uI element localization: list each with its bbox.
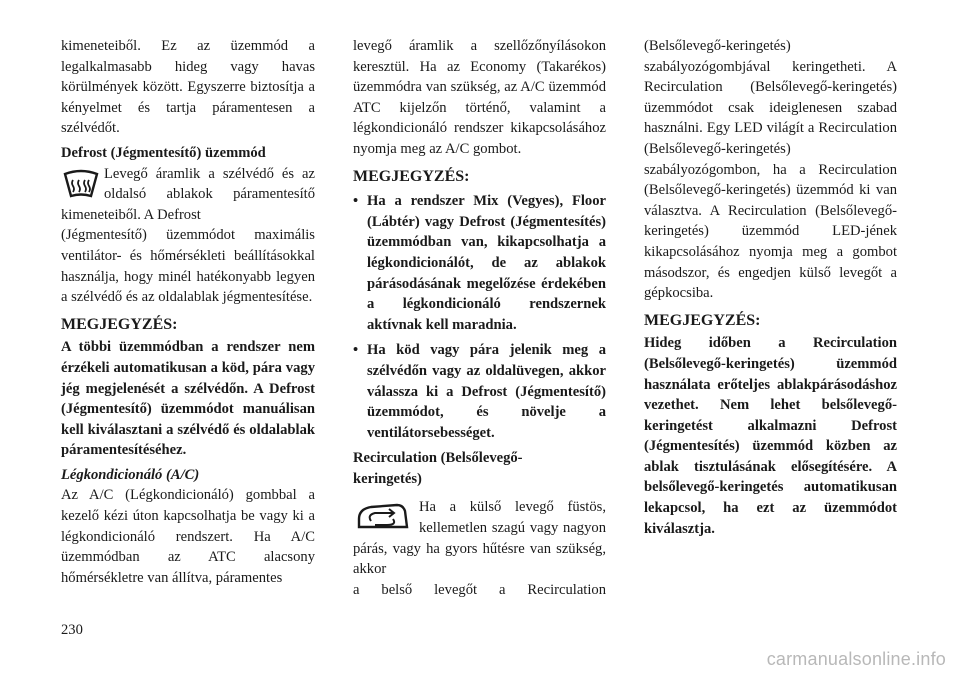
watermark: carmanualsonline.info: [766, 649, 946, 669]
defrost-icon: [61, 164, 101, 204]
defrost-body: (Jégmentesítő) üzemmódot maximális ventilátor- és hőmérsékleti beállításokkal használja, hogy minél hatékonyabb legyen a szélvédő és az oldalablak jégmentesítése.: [61, 227, 315, 306]
column-middle: [353, 36, 606, 600]
note-bullet-list: [353, 191, 606, 443]
note-heading: MEGJEGYZÉS:: [353, 167, 470, 185]
defrost-icon-paragraph: [61, 164, 315, 226]
column-right: [644, 36, 897, 539]
ac-heading: Légkondicionáló (A/C): [61, 466, 200, 483]
recirculation-icon-text: Ha a külső levegő füstös, kellemetlen szagú vagy nagyon párás, vagy ha gyors hűtésre van szükség, akkor: [353, 499, 606, 578]
column-left: [61, 36, 315, 588]
page-number: 230: [61, 622, 83, 638]
defrost-icon-text: Levegő áramlik a szélvédő és az oldalsó ablakok páramentesítő kimeneteiből. A Defrost: [61, 165, 315, 223]
list-item: • Ha a rendszer Mix (Vegyes), Floor (Lábtér) vagy Defrost (Jégmentesítés) üzemmódban van, kikapcsolhatja a légkondicionálót, de az ablakok párásodásának megelőzése érdekében a légkondicionáló rendszernek aktívnak kell maradnia.: [353, 191, 606, 335]
intro-paragraph: levegő áramlik a szellőzőnyílásokon keresztül. Ha az Economy (Takarékos) üzemmódra van szükség, az A/C üzemmód ATC kijelzőn történő, valamint a légkondicionáló rendszer kikapcsolásához nyomja meg az A/C gombot.: [353, 38, 606, 157]
note-body: A többi üzemmódban a rendszer nem érzékeli automatikusan a köd, pára vagy jég megjelenését a szélvédőn. A Defrost (Jégmentesítő) üzemmódot manuálisan kell kiválasztani a szélvédő és oldalablak páramentesítéséhez.: [61, 339, 315, 459]
intro-paragraph: kimeneteiből. Ez az üzemmód a legalkalmasabb hideg vagy havas körülmények között. Egyszerre biztosítja a kényelmet és tartja páramentesen a szélvédőt.: [61, 38, 315, 137]
note-heading: MEGJEGYZÉS:: [61, 315, 178, 333]
recirculation-icon: [353, 497, 411, 537]
recirculation-heading: Recirculation (Belsőlevegő-keringetés): [353, 450, 523, 487]
recirculation-body-tail: a belső levegőt a Recirculation: [353, 581, 606, 598]
defrost-heading: Defrost (Jégmentesítő) üzemmód: [61, 144, 266, 161]
recirculation-icon-paragraph: [353, 497, 606, 579]
recirculation-body: (Belsőlevegő-keringetés) szabályozógombjával keringetheti. A Recirculation (Belsőlevegő-keringetés) üzemmódot csak ideiglenesen szabad használni. Egy LED világít a Recirculation (Belsőlevegő-keringetés) szabályozógombon, ha a Recirculation (Belsőlevegő-keringetés) üzemmód ki van választva. A Recirculation (Belsőlevegő-keringetés) üzemmód LED-jének kikapcsolásához nyomja meg a gombot másodszor, és engedjen külső levegőt a gépkocsiba.: [644, 38, 897, 302]
list-item: • Ha köd vagy pára jelenik meg a szélvédőn vagy az oldalüvegen, akkor válassza ki a Defrost (Jégmentesítő) üzemmódot, és növelje a ventilátorsebességet.: [353, 340, 606, 443]
ac-body: Az A/C (Légkondicionáló) gombbal a kezelő kézi úton kapcsolhatja be vagy ki a légkondicionáló rendszert. Ha A/C üzemmódban az ATC alacsony hőmérsékletre van állítva, páramentes: [61, 487, 315, 586]
note-body: Hideg időben a Recirculation (Belsőlevegő-keringetés) üzemmód használata erőteljes ablakpárásodáshoz vezethet. Nem lehet belsőlevegő-keringetést alkalmazni Defrost (Jégmentesítés) üzemmód közben az ablak tisztulásának elősegítésére. A belsőlevegő-keringetés automatikusan lekapcsol, ha ezt az üzemmódot kiválasztja.: [644, 335, 897, 537]
note-heading: MEGJEGYZÉS:: [644, 311, 761, 329]
